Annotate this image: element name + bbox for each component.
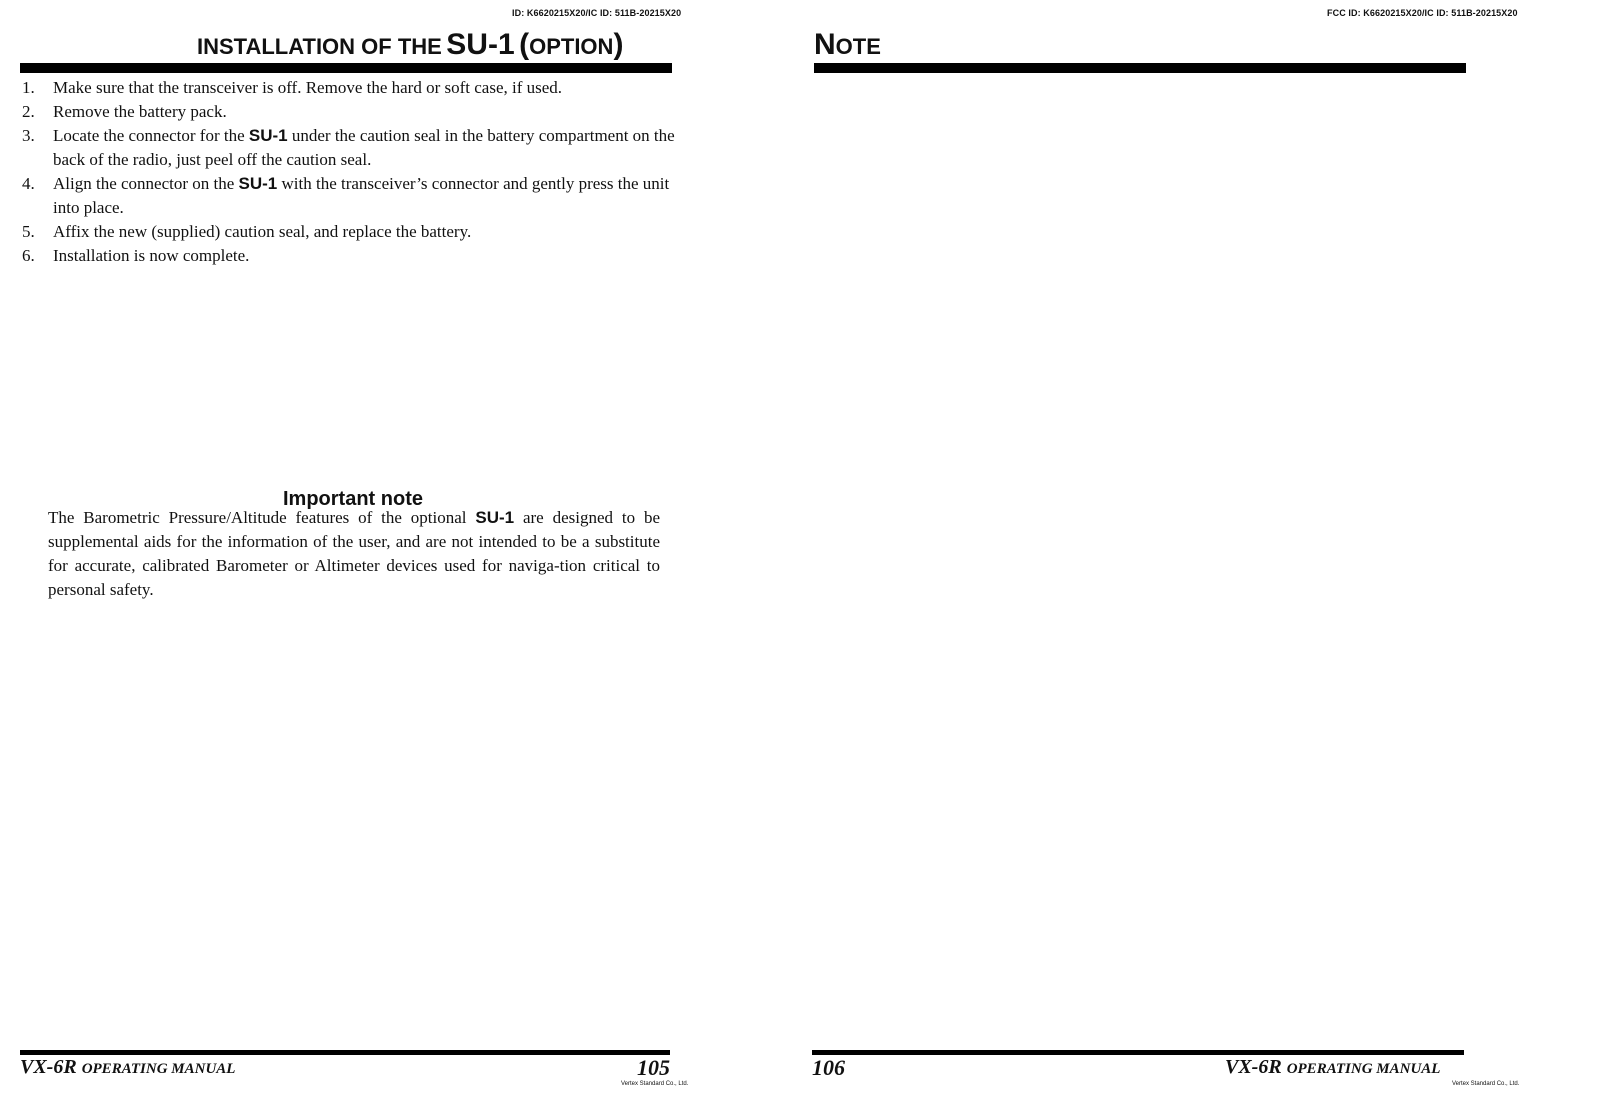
installation-steps — [20, 76, 685, 268]
note-model-name: SU-1 — [475, 508, 515, 527]
title-suffix: OPTION — [529, 34, 614, 59]
footer-title — [1225, 1056, 1440, 1079]
step-text: Make sure that the transceiver is off. Remove the hard or soft case, if used. — [53, 78, 563, 97]
step-item — [20, 124, 685, 172]
title-rule — [814, 63, 1466, 73]
step-number: 2. — [22, 102, 35, 121]
footer-rule — [20, 1050, 670, 1055]
footer-rule — [812, 1050, 1464, 1055]
title-rule — [20, 63, 672, 73]
step-item — [20, 220, 685, 244]
title-paren-open: ( — [519, 28, 530, 61]
title-model: SU-1 — [446, 28, 515, 61]
step-model-name: SU-1 — [238, 174, 278, 193]
note-text: The Barometric Pressure/Altitude features of the optional — [48, 508, 476, 527]
note-text: are designed to be supplemental aids for the information of the user, and are not intended to be a substitute for accurate, calibrated Barometer or Altimeter devices used for naviga-tion critical to personal safety. — [48, 508, 660, 599]
footer-model: VX-6R — [20, 1056, 77, 1078]
step-number: 3. — [22, 126, 35, 145]
step-text: under the caution seal in the battery compartment on the back of the radio, just peel off the caution seal. — [53, 126, 675, 169]
step-number: 1. — [22, 78, 35, 97]
vendor-label: Vertex Standard Co., Ltd. — [1452, 1081, 1520, 1087]
step-number: 4. — [22, 174, 35, 193]
title-prefix: INSTALLATION OF THE — [197, 34, 442, 59]
step-item — [20, 76, 685, 100]
title-paren-close: ) — [613, 28, 624, 61]
page-number: 106 — [812, 1055, 845, 1080]
step-text: Installation is now complete. — [53, 246, 250, 265]
note-heading: Important note — [283, 488, 423, 510]
footer-manual: OPERATING MANUAL — [1286, 1061, 1441, 1077]
page-title — [197, 30, 623, 60]
step-number: 6. — [22, 246, 35, 265]
left-page — [0, 0, 790, 1115]
page-number: 105 — [637, 1055, 670, 1080]
step-item — [20, 244, 685, 268]
step-text: Remove the battery pack. — [53, 102, 227, 121]
footer-title — [20, 1056, 235, 1079]
note-body — [48, 506, 660, 602]
step-text: Affix the new (supplied) caution seal, and replace the battery. — [53, 222, 472, 241]
step-text: Align the connector on the — [53, 174, 239, 193]
step-item — [20, 100, 685, 124]
step-item — [20, 172, 685, 220]
title-note-rest: OTE — [835, 34, 881, 59]
step-model-name: SU-1 — [248, 126, 288, 145]
footer-manual: OPERATING MANUAL — [81, 1061, 236, 1077]
footer-model: VX-6R — [1225, 1056, 1282, 1078]
vendor-label: Vertex Standard Co., Ltd. — [621, 1081, 689, 1087]
fcc-id-label: ID: K6620215X20/IC ID: 511B-20215X20 — [512, 8, 682, 18]
fcc-id-label: FCC ID: K6620215X20/IC ID: 511B-20215X20 — [1327, 8, 1518, 18]
step-text: with the transceiver’s connector and gently press the unit into place. — [53, 174, 670, 217]
step-text: Locate the connector for the — [53, 126, 249, 145]
page-title — [814, 30, 881, 60]
right-page — [800, 0, 1598, 1115]
step-number: 5. — [22, 222, 35, 241]
title-note-first: N — [814, 28, 836, 61]
